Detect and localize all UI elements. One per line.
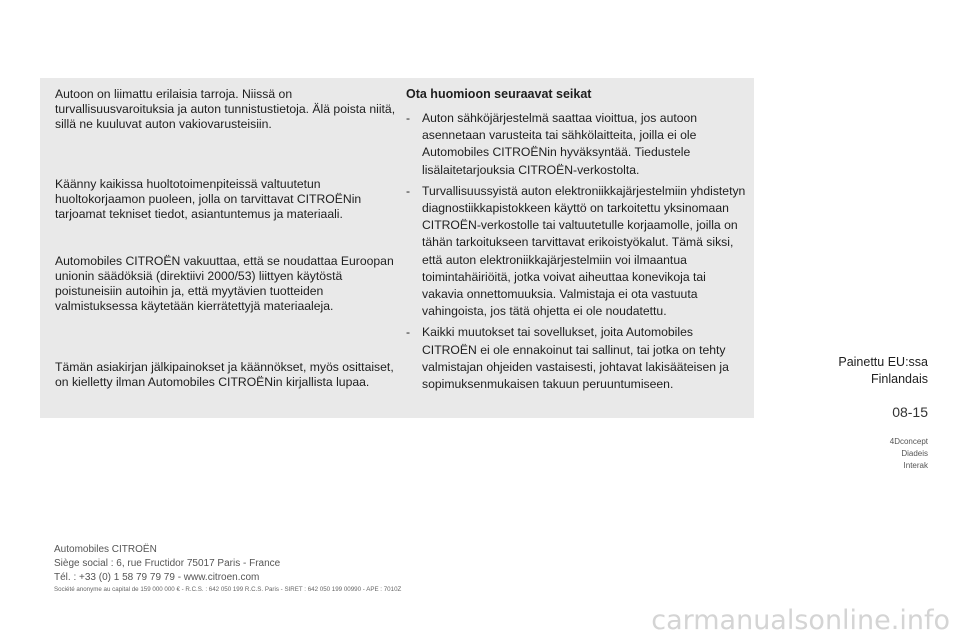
page-number: 08-15 <box>892 404 928 420</box>
company-info <box>54 543 401 595</box>
doc-code: Interak <box>903 461 928 470</box>
printed-in <box>838 354 928 388</box>
notice-item-text: Turvallisuussyistä auton elektroniikkajärjestelmiin yhdistetyn diagnostiikkapistokkeen käyttö on tarkoitettu yksinomaan CITROËN-verkostolle tai valtuutetulle korjaamolle, joilla on tähän tarkoitukseen tarvittavat erikoistyökalut. Tämä siksi, että auton elektroniikkajärjestelmiin voi ilmaantua toimintahäiriöitä, jotka voivat aiheuttaa konevikoja tai vakavia onnettomuuksia. Valmistaja ei ota vastuuta vahingoista, jos tätä ohjetta ei ole noudatettu. <box>422 183 746 319</box>
company-address: Siège social : 6, rue Fructidor 75017 Paris - France <box>54 558 281 569</box>
recycling-paragraph: Automobiles CITROËN vakuuttaa, että se noudattaa Euroopan unionin säädöksiä (direktiivi 2000/53) liittyen käytöstä poistuneisiin autoihin ja, että myytävien tuotteiden valmistuksessa käytetään kierrätettyjä materiaaleja. <box>55 254 394 313</box>
service-paragraph: Käänny kaikissa huoltotoimenpiteissä valtuutetun huoltokorjaamon puoleen, jolla on tarvittavat CITROËNin tarjoamat tekniset tiedot, asiantuntemus ja materiaali. <box>55 177 362 221</box>
notice-item-text: Kaikki muutokset tai sovellukset, joita Automobiles CITROËN ei ole ennakoinut tai sallinut, tai jotka on tehty valmistajan ohjeiden vastaisesti, johtavat lakisääteisen ja sopimuksenmukaisen takuun peruuntumiseen. <box>422 325 729 392</box>
stickers-paragraph: Autoon on liimattu erilaisia tarroja. Niissä on turvallisuusvaroituksia ja auton tunnistustietoja. Älä poista niitä, sillä ne kuuluvat auton vakiovarusteisiin. <box>55 87 396 131</box>
notice-item <box>406 183 746 321</box>
notice-title: Ota huomioon seuraavat seikat <box>406 87 592 101</box>
doc-codes <box>890 436 928 472</box>
notice-column <box>406 87 746 397</box>
doc-code: Diadeis <box>901 449 928 458</box>
company-name: Automobiles CITROËN <box>54 544 157 555</box>
printed-line1: Painettu EU:ssa <box>838 355 928 369</box>
notice-item <box>406 324 746 393</box>
dash-bullet: - <box>406 111 411 125</box>
printed-line2: Finlandais <box>871 372 928 386</box>
company-contact: Tél. : +33 (0) 1 58 79 79 79 - www.citroen.com <box>54 572 260 583</box>
company-legal: Société anonyme au capital de 159 000 000 € - R.C.S. : 642 050 199 R.C.S. Paris - SIRET : 642 050 199 00990 - APE : 7010Z <box>54 586 402 593</box>
copyright-paragraph: Tämän asiakirjan jälkipainokset ja käännökset, myös osittaiset, on kielletty ilman Automobiles CITROËNin kirjallista lupaa. <box>55 360 394 389</box>
dash-bullet: - <box>406 325 411 340</box>
dash-bullet: - <box>406 183 411 198</box>
doc-code: 4Dconcept <box>889 437 928 446</box>
notice-item-text: Auton sähköjärjestelmä saattaa vioittua, jos autoon asennetaan varusteita tai sähkölaitteita, joilla ei ole Automobiles CITROËNin hyväksyntää. Tiedustele lisälaitetarjouksia CITROËN-verkostolta. <box>422 111 698 177</box>
notice-item <box>406 110 746 179</box>
watermark: carmanualsonline.info <box>651 605 950 636</box>
